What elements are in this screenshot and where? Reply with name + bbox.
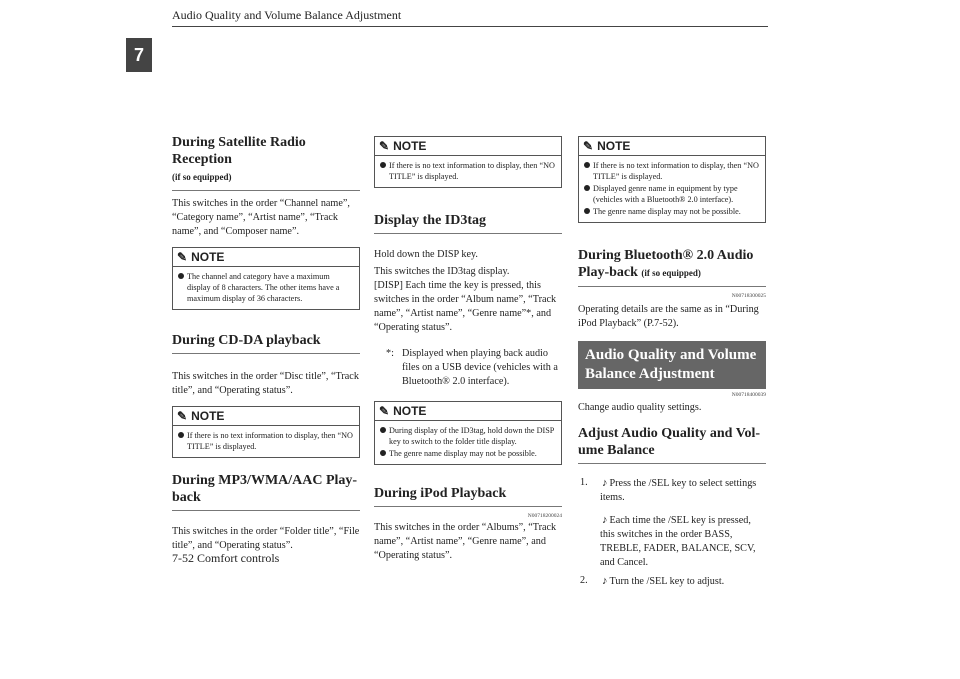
step-1 — [578, 476, 766, 505]
step-2 — [578, 574, 766, 589]
music-knob-icon: ♪ — [602, 514, 608, 526]
note-icon: ✎ — [177, 409, 188, 423]
ipod-title: During iPod Playback — [374, 485, 562, 507]
footnote-text: Displayed when playing back audio files on a USB device (vehicles with a Bluetooth® 2.0 interface). — [402, 348, 558, 387]
id3-p1: Hold down the DISP key. — [374, 249, 478, 260]
note-item: If there is no text information to display, then “NO TITLE” is displayed. — [593, 161, 759, 181]
section-banner: Audio Quality and Volume Balance Adjustment — [578, 341, 766, 389]
footnote-mark: *: — [386, 348, 394, 359]
note-label: NOTE — [393, 139, 427, 153]
header-rule — [172, 26, 768, 27]
column-1 — [172, 134, 360, 553]
bt-code: N00718300025 — [731, 293, 766, 299]
music-knob-icon: ♪ — [602, 477, 608, 489]
note-box — [374, 401, 562, 465]
page-header: Audio Quality and Volume Balance Adjustment — [172, 8, 402, 22]
note-item: Displayed genre name in equipment by type (vehicles with a Bluetooth® 2.0 interface). — [593, 184, 738, 204]
cd-body: This switches in the order “Disc title”, “Track title”, and “Operating status”. — [172, 371, 359, 396]
note-label: NOTE — [597, 139, 631, 153]
note-box — [578, 136, 766, 223]
mp3-title: During MP3/WMA/AAC Play-back — [172, 472, 360, 511]
note-icon: ✎ — [379, 404, 390, 418]
adjust-title: Adjust Audio Quality and Vol-ume Balance — [578, 425, 766, 464]
bt-body: Operating details are the same as in “During iPod Playback” (P.7-52). — [578, 304, 759, 329]
note-icon: ✎ — [177, 250, 188, 264]
step-text: Turn the /SEL key to adjust. — [609, 576, 725, 587]
bt-heading — [578, 247, 766, 287]
page-footer: 7-52 Comfort controls — [172, 551, 280, 565]
sat-body: This switches in the order “Channel name”, “Category name”, “Artist name”, “Track name”, and “Composer name”. — [172, 198, 350, 237]
note-label: NOTE — [191, 250, 225, 264]
note-label: NOTE — [191, 409, 225, 423]
banner-code: N00718400039 — [731, 392, 766, 398]
id3-p3: [DISP] Each time the key is pressed, this switches in the order “Album name”, “Track name”, “Artist name”, “Genre name”*, and “Operating status”. — [374, 280, 557, 333]
bt-title: During Bluetooth® 2.0 Audio Play-back — [578, 248, 754, 280]
step-number: 1. — [580, 477, 588, 488]
step-text: Press the /SEL key to select settings items. — [600, 478, 757, 503]
note-icon: ✎ — [379, 139, 390, 153]
step-1b — [578, 513, 766, 570]
footnote — [386, 347, 562, 389]
banner-body: Change audio quality settings. — [578, 402, 702, 413]
note-label: NOTE — [393, 404, 427, 418]
sat-title: During Satellite Radio Reception — [172, 135, 306, 167]
note-box — [374, 136, 562, 188]
note-box — [172, 406, 360, 458]
bt-sub: (if so equipped) — [641, 268, 701, 278]
note-item: If there is no text information to display, then “NO TITLE” is displayed. — [187, 431, 353, 451]
column-3 — [578, 136, 766, 589]
id3-p2: This switches the ID3tag display. — [374, 266, 510, 277]
ipod-code: N00718200024 — [527, 513, 562, 519]
note-item: The channel and category have a maximum display of 8 characters. The other items have a maximum display of 36 characters. — [187, 272, 340, 303]
cd-title: During CD-DA playback — [172, 332, 360, 354]
step-text: Each time the /SEL key is pressed, this switches in the order BASS, TREBLE, FADER, BALANCE, SCV, and Cancel. — [600, 515, 756, 568]
music-knob-icon: ♪ — [602, 575, 608, 587]
note-box — [172, 247, 360, 310]
mp3-body: This switches in the order “Folder title”, “File title”, and “Operating status”. — [172, 526, 360, 551]
sat-sub: (if so equipped) — [172, 172, 232, 182]
sat-heading — [172, 134, 360, 186]
column-2 — [374, 136, 562, 563]
note-item: The genre name display may not be possible. — [593, 207, 741, 216]
step-number: 2. — [580, 575, 588, 586]
ipod-body: This switches in the order “Albums”, “Track name”, “Artist name”, “Genre name”, and “Operating status”. — [374, 522, 557, 561]
note-icon: ✎ — [583, 139, 594, 153]
id3-title: Display the ID3tag — [374, 212, 562, 234]
note-item: The genre name display may not be possible. — [389, 449, 537, 458]
note-item: If there is no text information to display, then “NO TITLE” is displayed. — [389, 161, 555, 181]
note-item: During display of the ID3tag, hold down the DISP key to switch to the folder title display. — [389, 426, 555, 446]
chapter-tab: 7 — [126, 38, 152, 72]
